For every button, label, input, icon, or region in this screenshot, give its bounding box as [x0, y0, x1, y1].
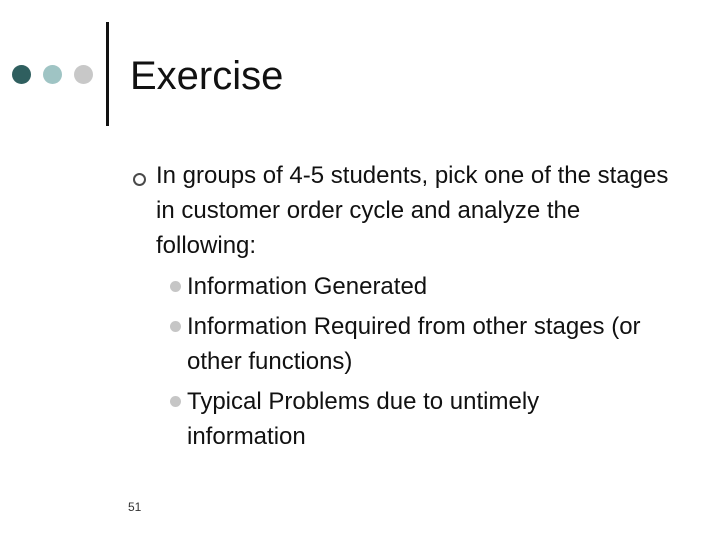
sub-bullet-text: Typical Problems due to untimely information [187, 388, 540, 450]
sub-bullet-item [156, 269, 656, 304]
filled-circle-bullet-icon [170, 321, 181, 332]
slide-title: Exercise [130, 54, 284, 98]
slide-number: 51 [128, 500, 142, 514]
ring-shape [133, 173, 146, 186]
filled-circle-bullet-icon [170, 281, 181, 292]
title-divider [106, 22, 109, 126]
decorative-dot-light-icon [74, 65, 93, 84]
decorative-dot-medium-icon [43, 65, 62, 84]
hollow-circle-bullet-icon [128, 168, 150, 190]
sub-bullet-text: Information Generated [187, 273, 428, 300]
decorative-dot-dark-icon [12, 65, 31, 84]
sub-bullet-item [156, 309, 656, 379]
sub-bullet-text: Information Required from other stages (or other functions) [187, 313, 641, 375]
sub-bullet-item [156, 384, 656, 454]
main-bullet-text: In groups of 4-5 students, pick one of the stages in customer order cycle and analyze the following: [156, 162, 669, 259]
filled-circle-bullet-icon [170, 396, 181, 407]
